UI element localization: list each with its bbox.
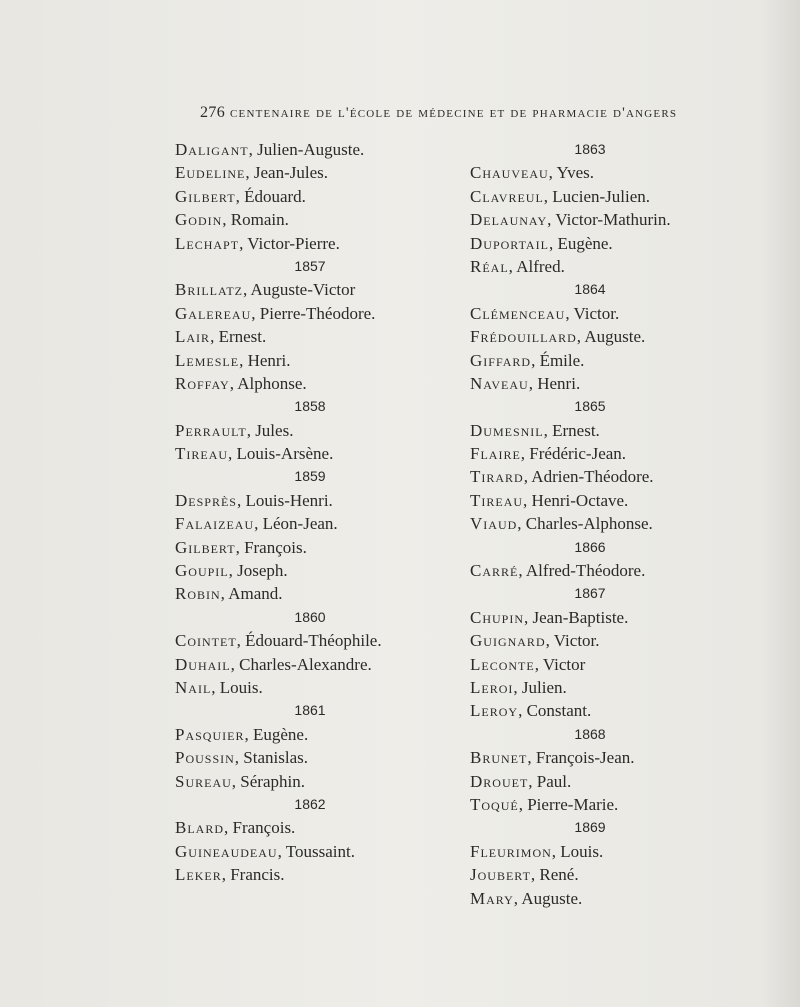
surname: Poussin: [175, 748, 235, 768]
graduate-entry: [175, 325, 455, 348]
surname: Leroy: [470, 701, 519, 721]
given-names: , Louis-Henri.: [236, 490, 333, 510]
surname: Lair: [175, 327, 211, 347]
graduate-entry: [470, 746, 790, 769]
surname: Drouet: [470, 771, 529, 791]
given-names: , Adrien-Théodore.: [523, 467, 654, 487]
given-names: , Romain.: [222, 210, 289, 230]
page-number: 276: [200, 104, 226, 121]
given-names: , René.: [530, 865, 579, 885]
given-names: , Eugène.: [548, 233, 613, 253]
graduate-entry: [175, 349, 455, 372]
surname: Tireau: [470, 490, 524, 510]
given-names: , François.: [224, 818, 296, 838]
graduate-entry: [175, 746, 455, 769]
given-names: , Léon-Jean.: [254, 514, 338, 534]
given-names: , Auguste-Victor: [243, 280, 356, 300]
surname: Daligant: [175, 140, 249, 159]
given-names: , Victor.: [565, 303, 620, 323]
surname: Guineaudeau: [175, 841, 278, 861]
graduate-entry: [175, 512, 455, 535]
surname: Tireau: [175, 444, 229, 464]
given-names: , Julien-Auguste.: [248, 140, 365, 159]
graduate-entry: [175, 278, 455, 301]
given-names: , Julien.: [513, 677, 567, 697]
graduate-entry: [175, 840, 455, 863]
graduate-entry: [175, 723, 455, 746]
given-names: , Auguste.: [576, 327, 646, 347]
graduate-entry: [470, 349, 790, 372]
graduate-entry: [175, 536, 455, 559]
surname: Carré: [470, 561, 519, 581]
surname: Leroi: [470, 677, 514, 697]
surname: Blard: [175, 818, 225, 838]
year-heading: 1865: [574, 398, 606, 415]
given-names: , Alfred-Théodore.: [518, 561, 646, 581]
surname: Chauveau: [470, 163, 549, 183]
year-heading: 1863: [574, 141, 606, 157]
graduate-entry: [175, 185, 455, 208]
graduate-entry: [470, 629, 790, 652]
surname: Perrault: [175, 420, 247, 440]
graduate-entry: [470, 302, 790, 325]
surname: Réal: [470, 256, 509, 276]
given-names: , Henri.: [528, 373, 581, 393]
graduate-entry: [175, 302, 455, 325]
graduate-entry: [175, 138, 455, 161]
given-names: , Victor.: [545, 631, 600, 651]
given-names: , Louis-Arsène.: [228, 444, 334, 464]
surname: Lechapt: [175, 233, 240, 253]
graduate-entry: [175, 582, 455, 605]
surname: Giffard: [470, 350, 532, 370]
graduate-entry: [470, 863, 790, 886]
given-names: , Louis.: [551, 841, 604, 861]
surname: Sureau: [175, 771, 232, 791]
given-names: , Toussaint.: [277, 841, 355, 861]
surname: Chupin: [470, 607, 525, 627]
surname: Frédouillard: [470, 327, 577, 347]
given-names: , François.: [235, 537, 307, 557]
graduate-entry: [175, 419, 455, 442]
given-names: , Constant.: [518, 701, 592, 721]
graduate-entry: [470, 372, 790, 395]
given-names: , Henri.: [239, 350, 291, 370]
given-names: , Victor-Pierre.: [239, 233, 340, 253]
graduate-entry: [470, 465, 790, 488]
graduate-entry: [175, 653, 455, 676]
graduate-entry: [470, 770, 790, 793]
surname: Nail: [175, 677, 212, 697]
graduate-entry: [470, 840, 790, 863]
given-names: , Ernest.: [543, 420, 600, 440]
year-heading: 1868: [574, 725, 606, 742]
year-heading: 1867: [574, 585, 606, 602]
year-heading: 1860: [294, 608, 326, 625]
year-heading: 1858: [294, 398, 326, 415]
surname: Tirard: [470, 467, 524, 487]
graduate-entry: [470, 232, 790, 255]
given-names: , Louis.: [211, 677, 263, 697]
surname: Viaud: [470, 514, 518, 534]
given-names: , Victor: [534, 654, 586, 674]
surname: Gilbert: [175, 537, 236, 557]
graduate-entry: [470, 559, 790, 582]
year-heading: 1861: [294, 702, 326, 719]
graduate-entry: [470, 793, 790, 816]
graduate-entry: [470, 606, 790, 629]
surname: Gilbert: [175, 186, 236, 206]
surname: Duhail: [175, 654, 231, 674]
surname: Goupil: [175, 561, 229, 581]
given-names: , Alphonse.: [229, 373, 307, 393]
graduate-entry: [175, 208, 455, 231]
given-names: , Stanislas.: [234, 748, 308, 768]
given-names: , Victor-Mathurin.: [547, 210, 671, 230]
given-names: , Émile.: [531, 350, 585, 370]
given-names: , Paul.: [528, 771, 572, 791]
graduate-entry: [470, 161, 790, 184]
year-heading: 1864: [574, 281, 606, 298]
surname: Desprès: [175, 490, 237, 510]
surname: Guignard: [470, 631, 546, 651]
surname: Brunet: [470, 748, 528, 768]
given-names: , Pierre-Théodore.: [251, 303, 376, 323]
surname: Leker: [175, 865, 222, 885]
given-names: , Alfred.: [508, 256, 565, 276]
graduate-entry: [470, 489, 790, 512]
year-heading: 1866: [574, 538, 606, 555]
surname: Clavreul: [470, 186, 544, 206]
running-title: centenaire de l'école de médecine et de pharmacie d'angers: [230, 105, 678, 121]
graduate-entry: [470, 887, 790, 910]
surname: Delaunay: [470, 210, 548, 230]
given-names: , François-Jean.: [527, 748, 635, 768]
surname: Leconte: [470, 654, 535, 674]
surname: Falaizeau: [175, 514, 255, 534]
graduate-entry: [175, 863, 455, 886]
given-names: , Yves.: [548, 163, 595, 183]
given-names: , Auguste.: [513, 888, 583, 908]
graduate-entry: [175, 161, 455, 184]
given-names: , Joseph.: [228, 561, 288, 581]
given-names: , Lucien-Julien.: [543, 186, 651, 206]
surname: Mary: [470, 888, 514, 908]
graduate-entry: [470, 442, 790, 465]
surname: Duportail: [470, 233, 549, 253]
year-heading: 1857: [294, 257, 326, 274]
surname: Roffay: [175, 373, 230, 393]
graduate-entry: [470, 699, 790, 722]
given-names: , Édouard.: [235, 186, 306, 206]
year-heading: 1859: [294, 468, 326, 485]
year-heading: 1862: [294, 795, 326, 812]
year-heading: 1869: [574, 819, 606, 836]
graduate-entry: [470, 185, 790, 208]
given-names: , Charles-Alphonse.: [517, 514, 653, 534]
graduate-entry: [175, 489, 455, 512]
surname: Pasquier: [175, 724, 245, 744]
graduate-entry: [470, 512, 790, 535]
graduate-entry: [470, 676, 790, 699]
graduate-entry: [470, 208, 790, 231]
left-column: [175, 138, 455, 887]
graduate-entry: [175, 232, 455, 255]
graduate-entry: [175, 372, 455, 395]
given-names: , Édouard-Théophile.: [236, 631, 382, 651]
surname: Godin: [175, 210, 223, 230]
graduate-entry: [470, 325, 790, 348]
surname: Fleurimon: [470, 841, 552, 861]
given-names: , Francis.: [221, 865, 285, 885]
surname: Lemesle: [175, 350, 240, 370]
given-names: , Jules.: [246, 420, 294, 440]
given-names: , Pierre-Marie.: [518, 794, 619, 814]
surname: Joubert: [470, 865, 531, 885]
surname: Naveau: [470, 373, 529, 393]
graduate-entry: [175, 770, 455, 793]
graduate-entry: [470, 419, 790, 442]
graduate-entry: [175, 442, 455, 465]
surname: Eudeline: [175, 163, 246, 183]
surname: Clémenceau: [470, 303, 566, 323]
graduate-entry: [175, 816, 455, 839]
given-names: , Eugène.: [244, 724, 309, 744]
given-names: , Ernest.: [210, 327, 267, 347]
given-names: , Frédéric-Jean.: [520, 444, 627, 464]
surname: Robin: [175, 584, 221, 604]
graduate-entry: [175, 559, 455, 582]
surname: Toqué: [470, 794, 519, 814]
given-names: , Jean-Baptiste.: [524, 607, 629, 627]
graduate-entry: [175, 629, 455, 652]
running-header: [200, 104, 790, 128]
surname: Galereau: [175, 303, 252, 323]
given-names: , Henri-Octave.: [523, 490, 629, 510]
given-names: , Séraphin.: [231, 771, 305, 791]
graduate-entry: [175, 676, 455, 699]
given-names: , Charles-Alexandre.: [230, 654, 372, 674]
surname: Brillatz: [175, 280, 243, 300]
surname: Flaire: [470, 444, 521, 464]
surname: Dumesnil: [470, 420, 544, 440]
right-column: [470, 138, 790, 910]
graduate-entry: [470, 255, 790, 278]
given-names: , Jean-Jules.: [245, 163, 328, 183]
graduate-entry: [470, 653, 790, 676]
surname: Cointet: [175, 631, 237, 651]
given-names: , Amand.: [220, 584, 283, 604]
